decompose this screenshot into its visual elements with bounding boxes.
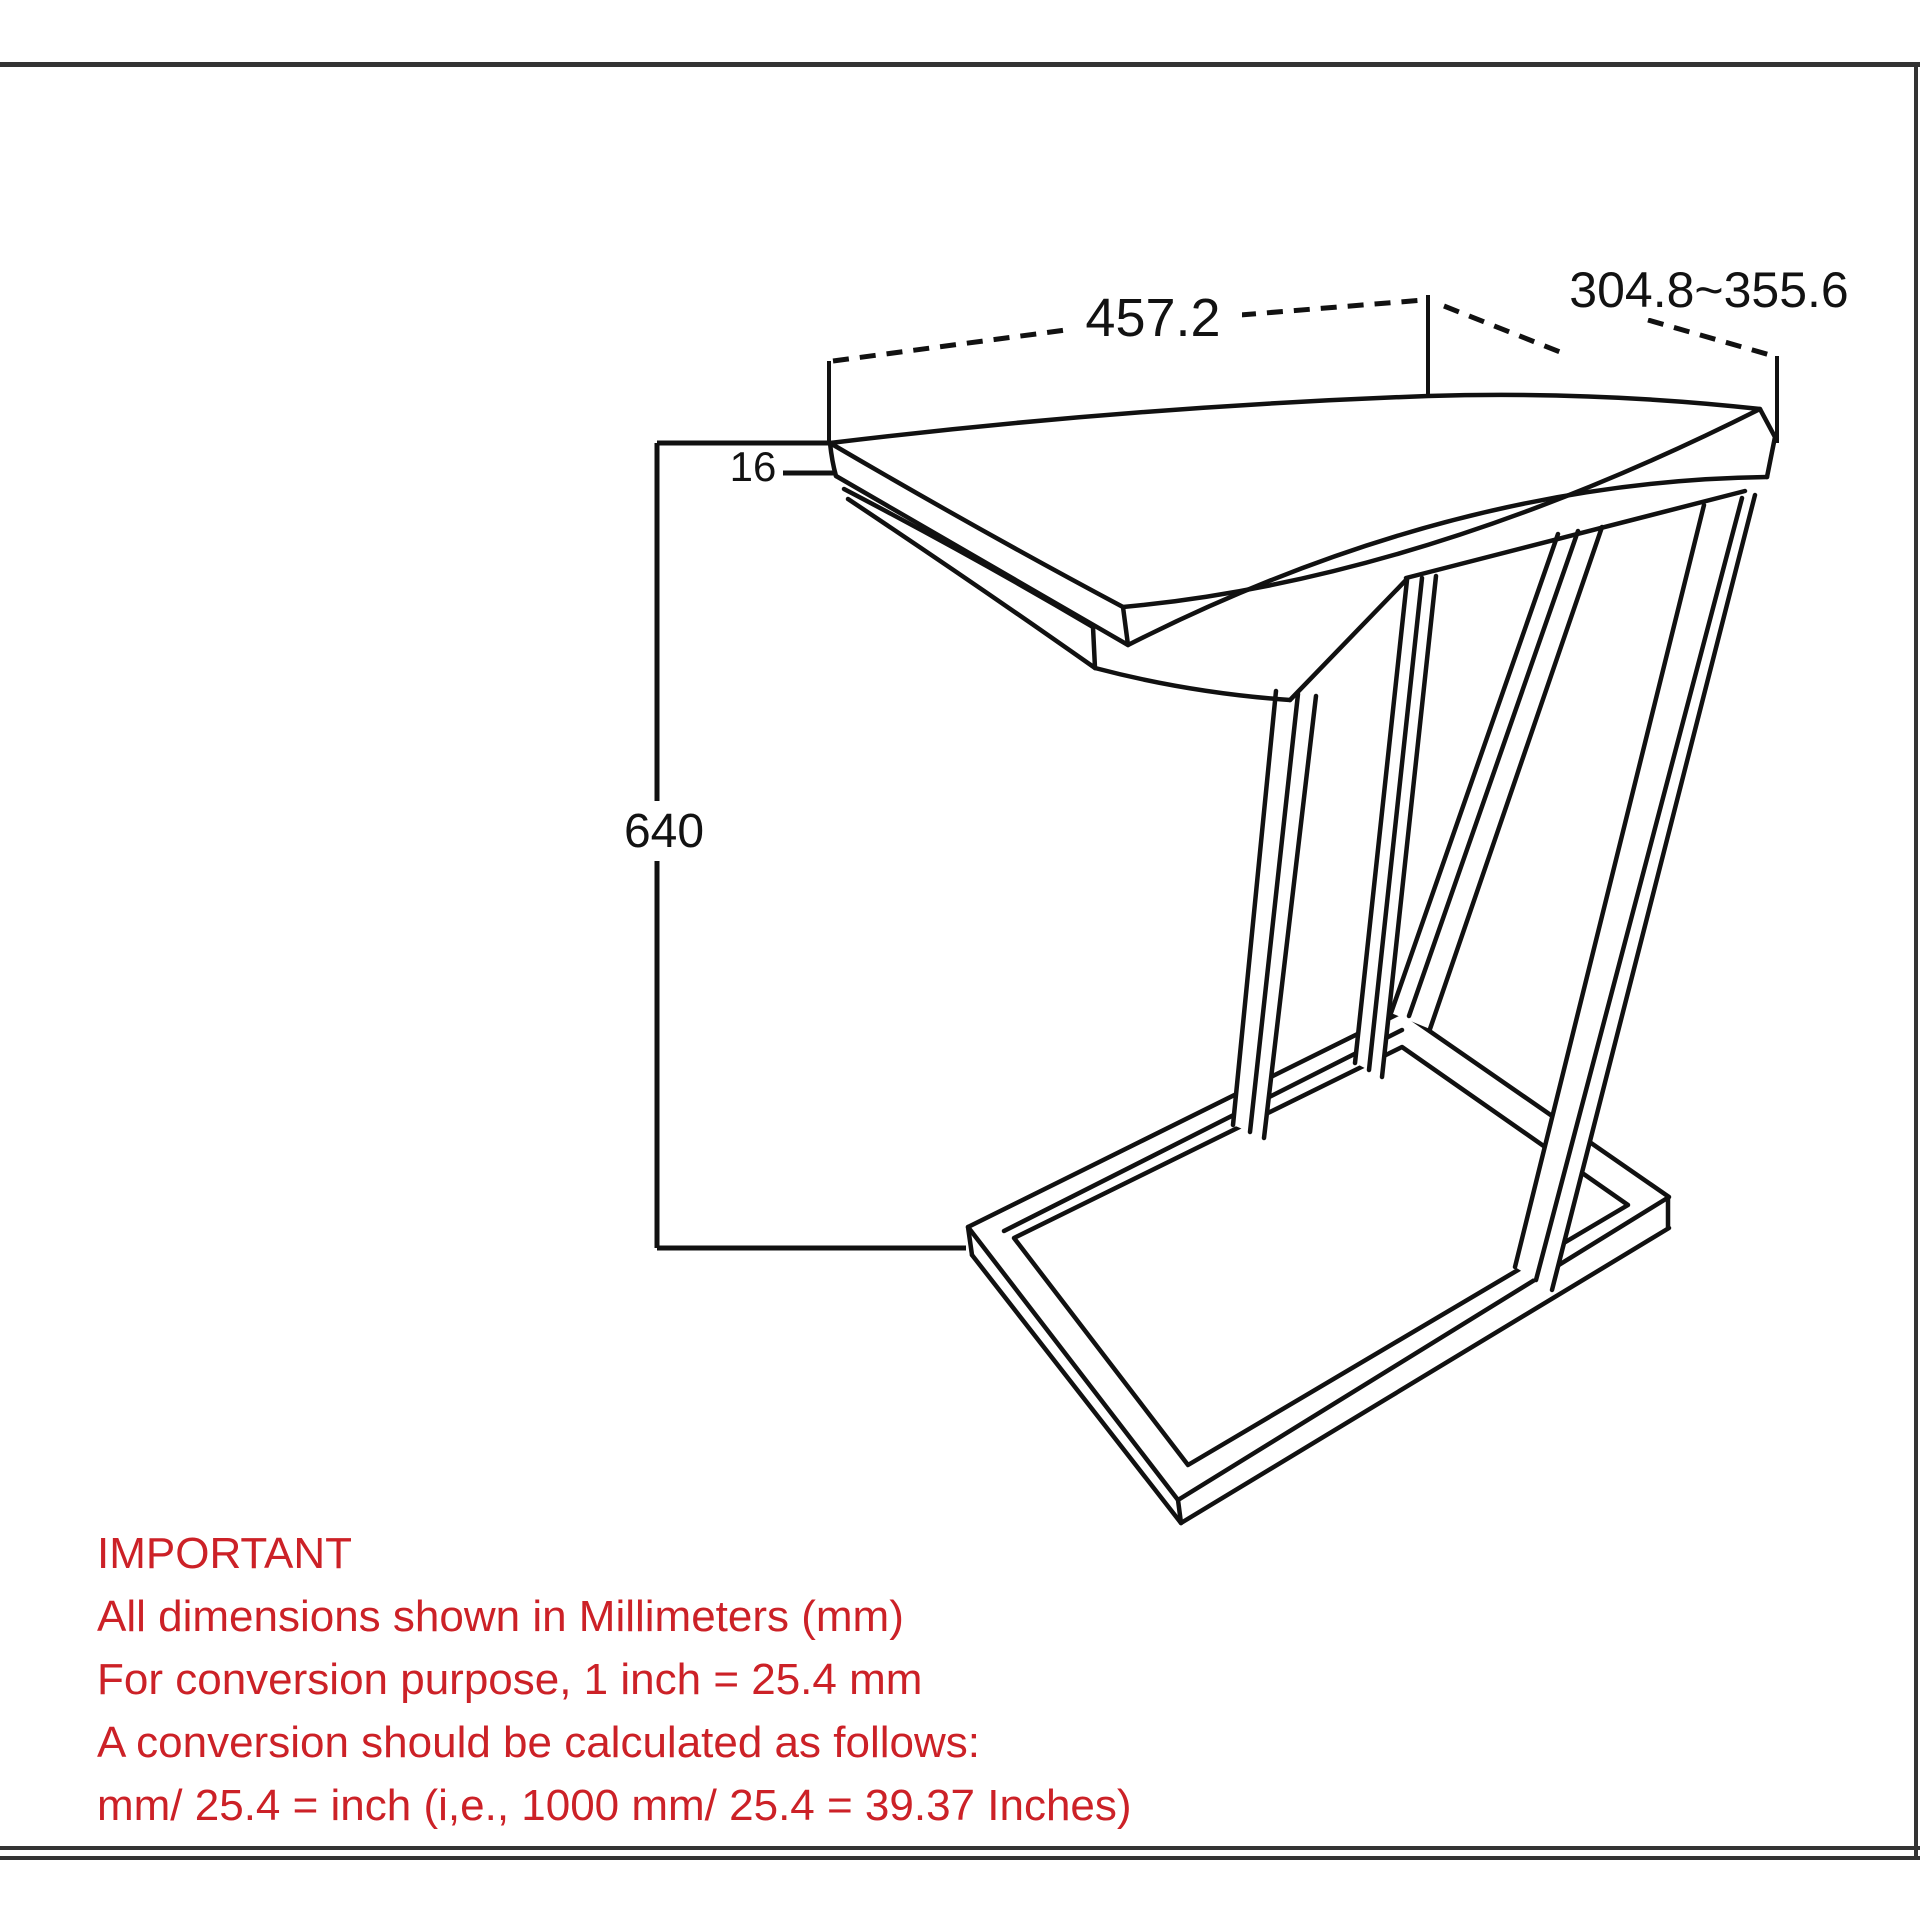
dim-line-depth-b [1648,320,1770,355]
notes-line: A conversion should be calculated as follows: [97,1718,980,1767]
right-border-rule [1914,62,1918,1860]
dim-line-width-a [833,330,1066,361]
apron-edge-middle [1290,579,1407,700]
dim-line-depth-a [1444,306,1560,352]
important-notes [97,1522,1132,1837]
table-top [830,395,1775,700]
leg-front-left-edge [1430,527,1602,1029]
notes-line: All dimensions shown in Millimeters (mm) [97,1592,904,1641]
top-border-rule [0,62,1920,67]
apron-corner-face [1093,627,1095,668]
dim-label-top-depth: 304.8~355.6 [1569,262,1849,318]
leg-front-right-edge [1552,495,1755,1290]
bottom-border-rule-outer [0,1846,1920,1850]
notes-heading: IMPORTANT [97,1529,353,1578]
base-corner-face-front [1178,1500,1181,1523]
dim-label-top-width: 457.2 [1085,288,1221,348]
dim-label-height: 640 [623,805,705,858]
tabletop-surface [830,395,1760,607]
dim-line-width-b [1240,300,1424,315]
notes-line: For conversion purpose, 1 inch = 25.4 mm [97,1655,923,1704]
tabletop-corner-face-right [1760,409,1775,477]
notes-line: mm/ 25.4 = inch (i,e., 1000 mm/ 25.4 = 39.37 Inches) [97,1781,1132,1830]
apron-edge-bottom [1095,668,1290,700]
dim-label-thickness: 16 [729,443,777,490]
tabletop-corner-face-front [1123,607,1128,645]
bottom-border-rule-inner [0,1856,1920,1860]
